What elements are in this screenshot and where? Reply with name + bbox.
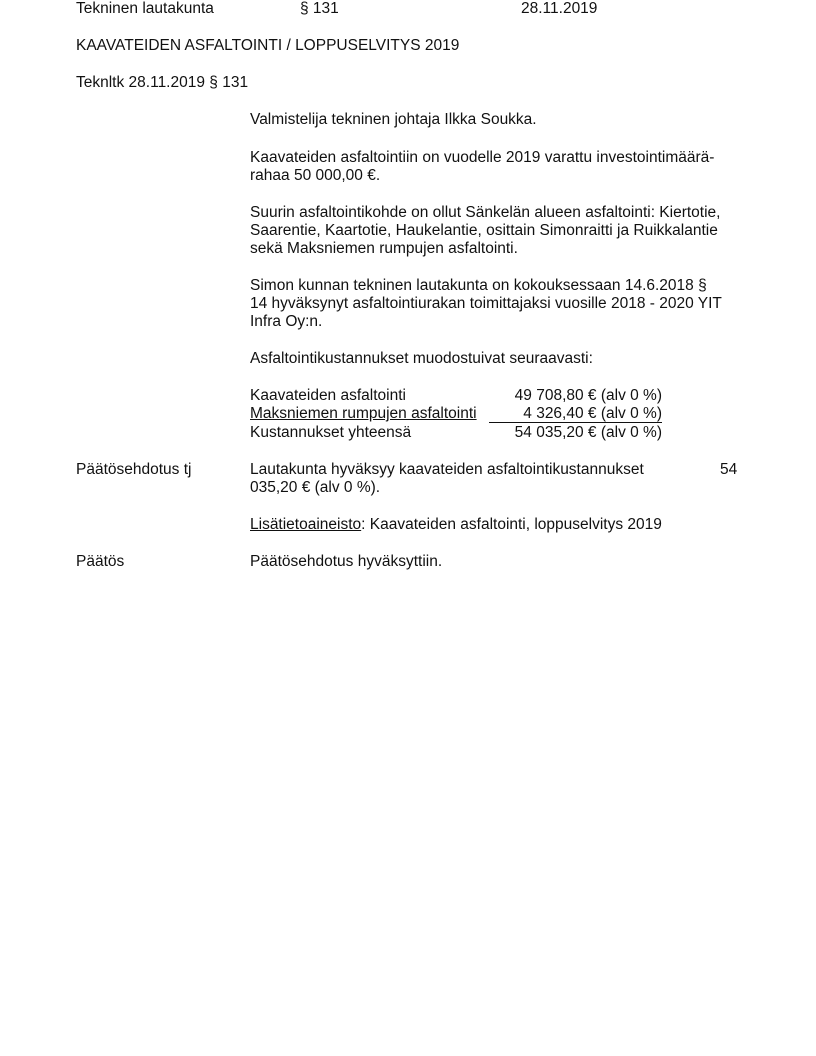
cost-total-label: Kustannukset yhteensä — [250, 424, 412, 441]
budget-paragraph-line: rahaa 50 000,00 €. — [250, 167, 381, 184]
decision-text: Päätösehdotus hyväksyttiin. — [250, 553, 443, 570]
attachment-line — [250, 516, 662, 534]
reference-line: Teknltk 28.11.2019 § 131 — [76, 74, 249, 91]
attachment-label: Lisätietoaineisto — [250, 516, 362, 533]
contract-paragraph-line: 14 hyväksynyt asfaltointiurakan toimittajaksi vuosille 2018 - 2020 YIT — [250, 295, 722, 312]
preparer-line: Valmistelija tekninen johtaja Ilkka Soukka. — [250, 111, 537, 128]
cost-row-label: Maksniemen rumpujen asfaltointi — [250, 405, 477, 422]
contract-paragraph-line: Infra Oy:n. — [250, 313, 323, 330]
section-number: § 131 — [300, 0, 339, 17]
target-paragraph-line: sekä Maksniemen rumpujen asfaltointi. — [250, 240, 518, 257]
sum-rule — [489, 422, 662, 423]
budget-paragraph-line: Kaavateiden asfaltointiin on vuodelle 2019 varattu investointimäärä- — [250, 149, 715, 166]
document-title: KAAVATEIDEN ASFALTOINTI / LOPPUSELVITYS 2019 — [76, 37, 460, 54]
committee-name: Tekninen lautakunta — [76, 0, 214, 17]
cost-row-amount: 4 326,40 € (alv 0 %) — [523, 405, 662, 422]
proposal-text: 035,20 € (alv 0 %). — [250, 479, 381, 496]
contract-paragraph-line: Simon kunnan tekninen lautakunta on kokouksessaan 14.6.2018 § — [250, 277, 707, 294]
proposal-text: Lautakunta hyväksyy kaavateiden asfaltointikustannukset — [250, 461, 644, 478]
proposal-text-end: 54 — [720, 461, 738, 478]
cost-total-amount: 54 035,20 € (alv 0 %) — [514, 424, 662, 441]
meeting-date: 28.11.2019 — [521, 0, 598, 17]
decision-label: Päätös — [76, 553, 125, 570]
attachment-text: : Kaavateiden asfaltointi, loppuselvitys 2019 — [361, 516, 662, 533]
costs-intro: Asfaltointikustannukset muodostuivat seuraavasti: — [250, 350, 593, 367]
proposal-label: Päätösehdotus tj — [76, 461, 192, 478]
target-paragraph-line: Suurin asfaltointikohde on ollut Sänkelän alueen asfaltointi: Kiertotie, — [250, 204, 721, 221]
target-paragraph-line: Saarentie, Kaartotie, Haukelantie, osittain Simonraitti ja Ruikkalantie — [250, 222, 718, 239]
cost-row-label: Kaavateiden asfaltointi — [250, 387, 406, 404]
cost-row-amount: 49 708,80 € (alv 0 %) — [514, 387, 662, 404]
